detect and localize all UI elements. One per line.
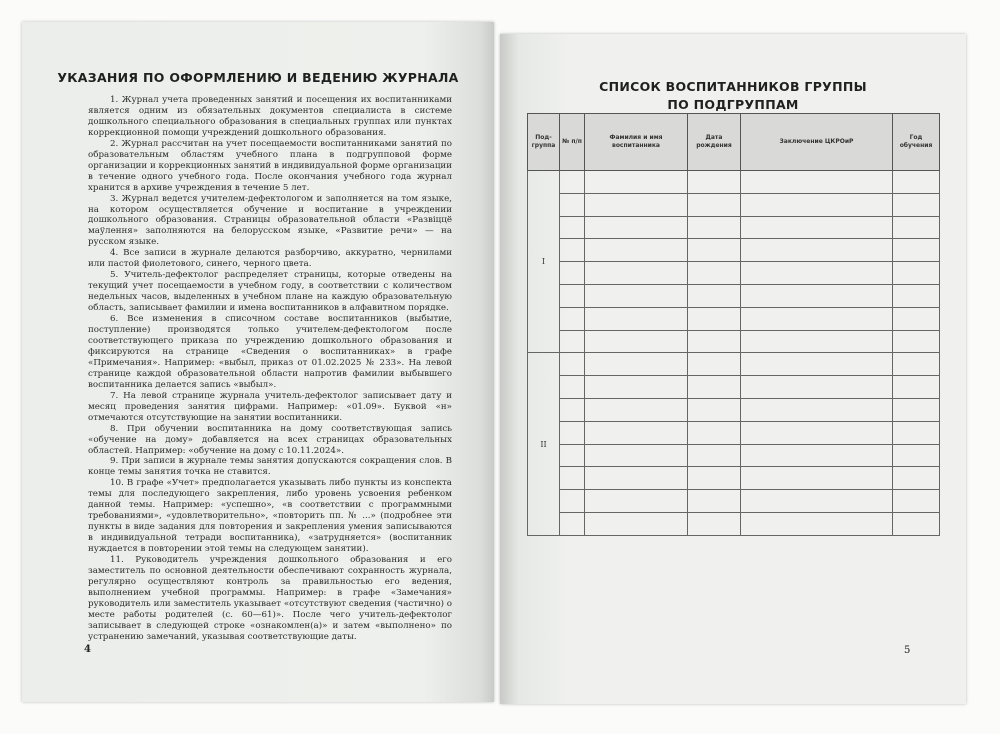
title-line-2: ПО ПОДГРУППАМ (667, 97, 799, 112)
subgroup-label: II (528, 353, 560, 535)
table-row (528, 239, 940, 262)
table-cell[interactable] (893, 193, 940, 216)
table-header (528, 114, 940, 171)
table-cell[interactable] (893, 376, 940, 399)
instruction-paragraph: 6. Все изменения в списочном составе воспитанников (выбытие, поступление) производятся только учителем-дефектологом после соответствующего приказа по учреждению дошкольного образования и фиксируются на странице «Сведения о воспитанниках» в графе «Примечания». Например: «выбыл, приказ от 01.02.2025 № 233». На левой странице каждой образовательной области напротив фамилии выбывшего воспитанника делается запись «выбыл». (88, 314, 452, 390)
table-cell[interactable] (560, 398, 585, 421)
table-cell[interactable] (893, 490, 940, 513)
table-cell[interactable] (893, 216, 940, 239)
table-cell[interactable] (893, 284, 940, 307)
column-header: № п/п (560, 114, 585, 171)
table-cell[interactable] (688, 421, 741, 444)
table-row (528, 353, 940, 376)
table-cell[interactable] (741, 171, 893, 194)
table-row (528, 284, 940, 307)
column-header: Год обучения (893, 114, 940, 171)
table-cell[interactable] (688, 512, 741, 535)
instruction-paragraph: 11. Руководитель учреждения дошкольного образования и его заместитель по основной деятельности обеспечивают сохранность журнала, регулярно осуществляют контроль за правильностью его ведения, выполнением учебной программы. Например: в графе «Замечания» руководитель или заместитель указывает «отсутствуют сведения (частично) о месте работы родителей (с. 60—61)». После чего учитель-дефектолог записывает в следующей строке «ознакомлен(а)» и затем «выполнено» по устранению замечаний, указывая соответствующие даты. (88, 555, 452, 642)
table-row (528, 171, 940, 194)
table-cell[interactable] (560, 376, 585, 399)
table-cell[interactable] (741, 376, 893, 399)
table-cell[interactable] (741, 239, 893, 262)
right-page (500, 34, 966, 704)
instruction-paragraph: 8. При обучении воспитанника на дому соответствующая запись «обучение на дому» добавляется на всех страницах образовательных областей. Например: «обучение на дому с 10.11.2024». (88, 423, 452, 456)
table-cell[interactable] (585, 284, 688, 307)
left-page (22, 22, 494, 702)
instruction-paragraph: 5. Учитель-дефектолог распределяет страницы, которые отведены на текущий учет посещаемости в учебном году, в соответствии с количеством недельных часов, выделенных в учебном плане на каждую образовательную область, записывает фамилии и имена воспитанников в алфавитном порядке. (88, 270, 452, 314)
table-cell[interactable] (560, 284, 585, 307)
table-cell[interactable] (741, 216, 893, 239)
table-cell[interactable] (585, 262, 688, 285)
table-cell[interactable] (893, 307, 940, 330)
table-cell[interactable] (560, 353, 585, 376)
table-cell[interactable] (688, 193, 741, 216)
students-table (527, 113, 940, 536)
instruction-paragraph: 9. При записи в журнале темы занятия допускаются сокращения слов. В конце темы занятия точка не ставится. (88, 456, 452, 478)
column-header: Под-группа (528, 114, 560, 171)
instruction-paragraph: 2. Журнал рассчитан на учет посещаемости воспитанниками занятий по образовательным областям учебного плана в подгрупповой форме организации и коррекционных занятий в индивидуальной форме организации в течение одного учебного года. После окончания учебного года журнал хранится в архиве учреждения в течение 5 лет. (88, 138, 452, 193)
table-cell[interactable] (741, 307, 893, 330)
instruction-paragraph: 7. На левой странице журнала учитель-дефектолог записывает дату и месяц проведения занятия цифрами. Например: «01.09». Буквой «н» отмечаются отсутствующие на занятии воспитанники. (88, 390, 452, 423)
table-cell[interactable] (893, 171, 940, 194)
table-cell[interactable] (741, 353, 893, 376)
table-cell[interactable] (560, 216, 585, 239)
table-cell[interactable] (688, 330, 741, 353)
instruction-paragraph: 10. В графе «Учет» предполагается указывать либо пункты из конспекта темы для последующего закрепления, либо уровень усвоения ребенком данной темы. Например: «успешно», «в соответствии с программными требованиями», «удовлетворительно», «повторить пп. № ...» (подробнее эти пункты в виде задания для повторения и закрепления умения записываются в индивидуальной тетради воспитанника), «затрудняется» (воспитанник нуждается в повторении этой темы на следующем занятии). (88, 478, 452, 555)
table-row (528, 467, 940, 490)
table-cell[interactable] (741, 490, 893, 513)
table-cell[interactable] (585, 216, 688, 239)
instruction-paragraph: 4. Все записи в журнале делаются разборчиво, аккуратно, чернилами или пастой фиолетового, синего, черного цвета. (88, 248, 452, 270)
table-cell[interactable] (688, 307, 741, 330)
table-cell[interactable] (560, 467, 585, 490)
table-cell[interactable] (741, 262, 893, 285)
table-cell[interactable] (893, 467, 940, 490)
table-cell[interactable] (688, 490, 741, 513)
instructions-text (88, 95, 452, 643)
table-cell[interactable] (741, 467, 893, 490)
title-line-1: СПИСОК ВОСПИТАННИКОВ ГРУППЫ (599, 79, 867, 94)
table-cell[interactable] (741, 284, 893, 307)
table-cell[interactable] (560, 262, 585, 285)
table-row (528, 421, 940, 444)
table-cell[interactable] (585, 490, 688, 513)
subgroup-label: I (528, 171, 560, 353)
table-cell[interactable] (585, 376, 688, 399)
column-header: Заключение ЦКРОиР (741, 114, 893, 171)
table-cell[interactable] (585, 239, 688, 262)
table-cell[interactable] (688, 376, 741, 399)
table-row (528, 307, 940, 330)
table-cell[interactable] (688, 239, 741, 262)
table-cell[interactable] (688, 353, 741, 376)
table-cell[interactable] (688, 444, 741, 467)
table-cell[interactable] (741, 398, 893, 421)
table-cell[interactable] (585, 353, 688, 376)
table-cell[interactable] (560, 330, 585, 353)
table-cell[interactable] (688, 171, 741, 194)
table-row (528, 398, 940, 421)
table-cell[interactable] (688, 262, 741, 285)
table-cell[interactable] (560, 512, 585, 535)
table-cell[interactable] (893, 444, 940, 467)
table-cell[interactable] (741, 512, 893, 535)
table-cell[interactable] (585, 512, 688, 535)
table-cell[interactable] (585, 467, 688, 490)
column-header: Фамилия и имя воспитанника (585, 114, 688, 171)
table-cell[interactable] (893, 353, 940, 376)
table-row (528, 330, 940, 353)
table-cell[interactable] (585, 444, 688, 467)
table-cell[interactable] (585, 398, 688, 421)
table-row (528, 193, 940, 216)
instruction-paragraph: 3. Журнал ведется учителем-дефектологом и заполняется на том языке, на котором осуществляется обучение и воспитание в учреждении дошкольного образования. Страницы образовательной области «Развіццё маўлення» заполняются на белорусском языке, «Развитие речи» — на русском языке. (88, 193, 452, 248)
page-title: УКАЗАНИЯ ПО ОФОРМЛЕНИЮ И ВЕДЕНИЮ ЖУРНАЛА (57, 70, 459, 85)
table-row (528, 444, 940, 467)
table-cell[interactable] (893, 421, 940, 444)
table-row (528, 376, 940, 399)
table-cell[interactable] (560, 421, 585, 444)
table-cell[interactable] (741, 444, 893, 467)
table-cell[interactable] (893, 262, 940, 285)
table-cell[interactable] (741, 421, 893, 444)
table-cell[interactable] (893, 330, 940, 353)
table-cell[interactable] (560, 307, 585, 330)
table-cell[interactable] (560, 490, 585, 513)
table-row (528, 216, 940, 239)
table-cell[interactable] (560, 239, 585, 262)
table-row (528, 490, 940, 513)
column-header: Дата рождения (688, 114, 741, 171)
table-cell[interactable] (688, 216, 741, 239)
instruction-paragraph: 1. Журнал учета проведенных занятий и посещения их воспитанниками является одним из обязательных документов специалиста в системе дошкольного специального образования в специальных группах или пунктах коррекционной помощи учреждений дошкольного образования. (88, 95, 452, 138)
table-cell[interactable] (741, 330, 893, 353)
table-cell[interactable] (585, 171, 688, 194)
table-cell[interactable] (560, 171, 585, 194)
table-cell[interactable] (893, 398, 940, 421)
table-cell[interactable] (585, 421, 688, 444)
page-number: 5 (904, 645, 911, 656)
table-cell[interactable] (688, 398, 741, 421)
table-cell[interactable] (741, 193, 893, 216)
table-cell[interactable] (560, 193, 585, 216)
table-cell[interactable] (560, 444, 585, 467)
table-cell[interactable] (585, 193, 688, 216)
table-cell[interactable] (688, 467, 741, 490)
table-cell[interactable] (893, 239, 940, 262)
table-cell[interactable] (585, 307, 688, 330)
page-number: 4 (84, 644, 91, 655)
table-cell[interactable] (688, 284, 741, 307)
page-title (500, 78, 966, 114)
table-cell[interactable] (585, 330, 688, 353)
table-row (528, 262, 940, 285)
table-cell[interactable] (893, 512, 940, 535)
table-row (528, 512, 940, 535)
